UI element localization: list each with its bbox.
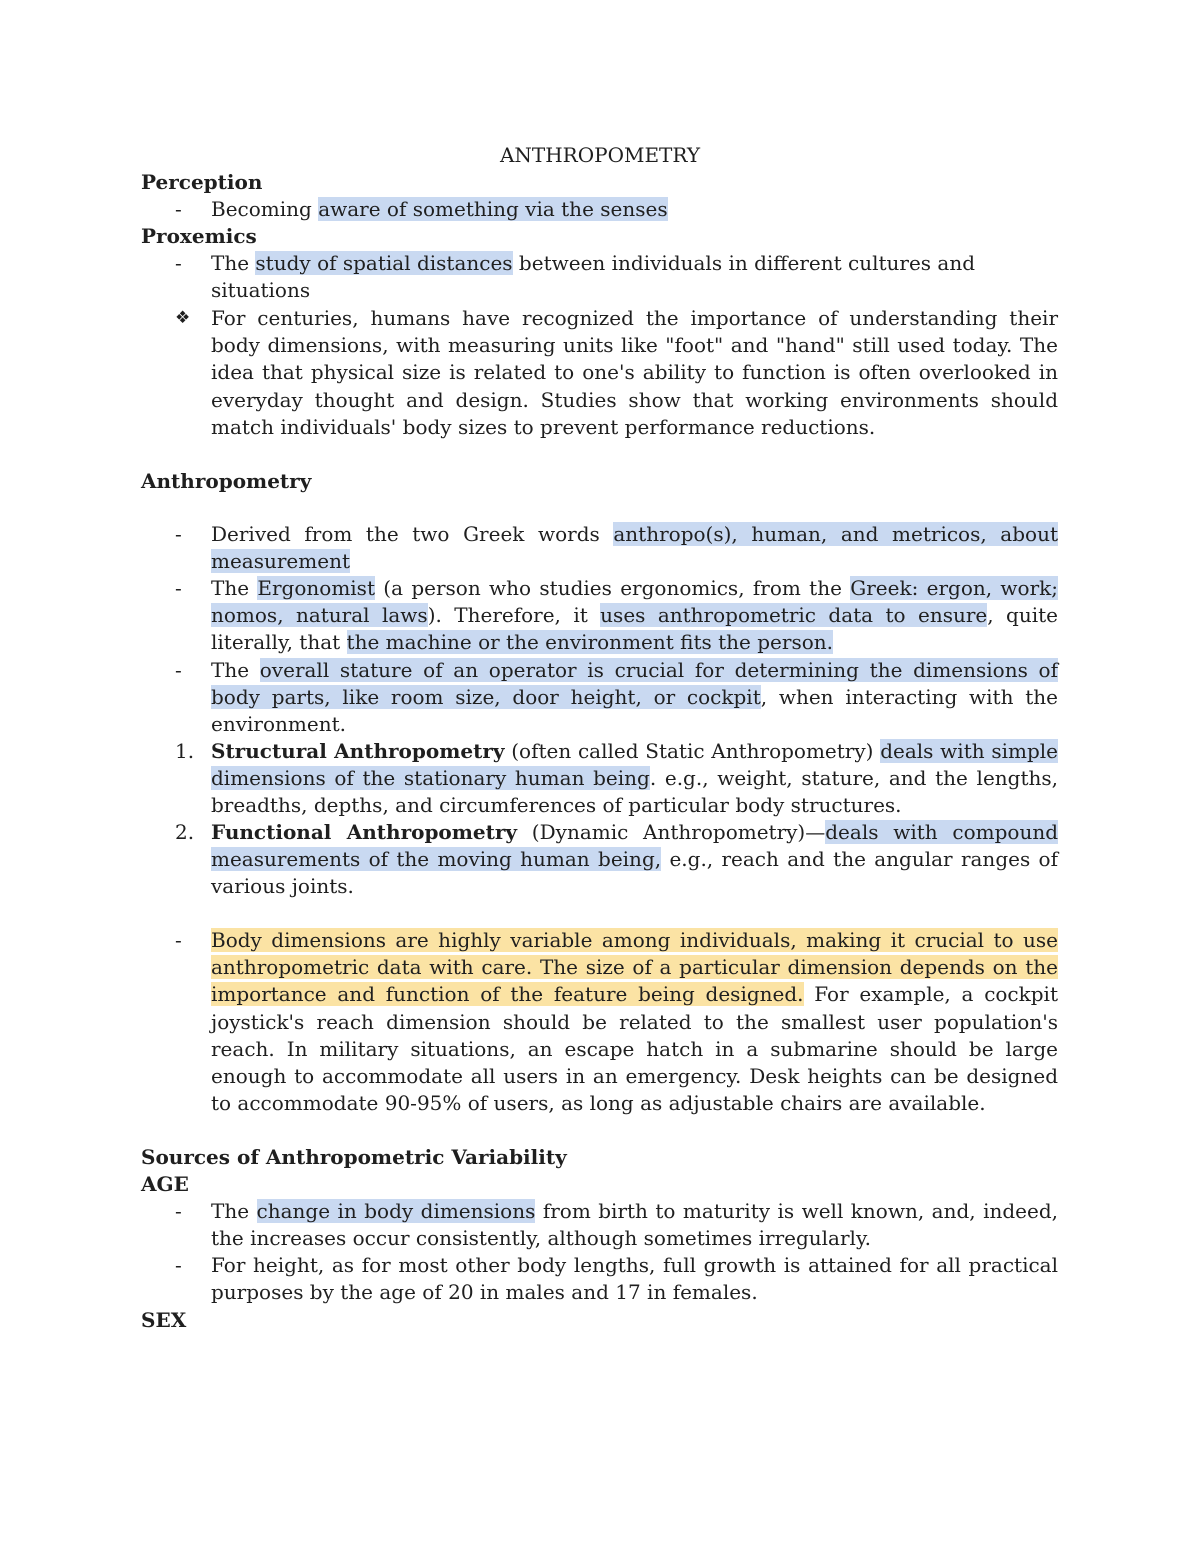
list-item-text: [211, 819, 1058, 901]
list-item-text: [211, 575, 1058, 657]
list-item-text: [211, 196, 1058, 223]
numbered-item-2: [141, 819, 1058, 901]
highlighted-text: deals with simple dimensions of the stationary human being: [211, 739, 1059, 791]
highlighted-text: Ergonomist: [257, 576, 375, 600]
text-run: , quite literally, that: [211, 603, 1058, 655]
dash-marker: -: [175, 522, 182, 546]
highlighted-text: change in body dimensions: [256, 1199, 536, 1223]
text-run: Derived from the two Greek words: [211, 522, 614, 546]
list-item-text: [211, 250, 1058, 304]
heading-sources: Sources of Anthropometric Variability: [141, 1145, 567, 1169]
highlighted-text: study of spatial distances: [255, 251, 513, 275]
heading-sex: SEX: [141, 1308, 187, 1332]
text-run: from birth to maturity is well known, and, indeed, the increases occur consistently, although sometimes irregularly.: [211, 1199, 1058, 1251]
list-item-anthropometry-3: [141, 657, 1058, 739]
text-run: ). Therefore, it: [427, 603, 601, 628]
list-number: 2.: [175, 820, 195, 844]
text-run: between individuals in different cultures and situations: [211, 251, 976, 303]
list-item-text: [211, 657, 1058, 739]
text-run: (often called Static Anthropometry): [504, 739, 881, 763]
highlighted-text: aware of something via the senses: [318, 197, 668, 221]
dash-marker: -: [175, 1199, 182, 1223]
list-number: 1.: [175, 739, 195, 763]
dash-marker: -: [175, 197, 182, 221]
list-item-age-2: [141, 1252, 1058, 1306]
text-run: The: [211, 251, 256, 275]
dash-marker: -: [175, 658, 182, 682]
dash-marker: -: [175, 928, 182, 952]
dash-marker: -: [175, 576, 182, 600]
list-item-text: [211, 738, 1058, 820]
text-run: (Dynamic Anthropometry)—: [517, 820, 826, 844]
list-item-text: [211, 927, 1058, 1117]
bold-term: Structural Anthropometry: [211, 739, 505, 763]
dash-marker: -: [175, 1253, 182, 1277]
heading-age: AGE: [141, 1172, 189, 1196]
text-run: The: [211, 1199, 257, 1223]
list-item-text: [211, 1252, 1058, 1306]
text-run: e.g., reach and the angular ranges of various joints.: [211, 847, 1058, 899]
highlighted-text: anthropo(s), human, and metricos, about measurement: [211, 522, 1058, 574]
highlighted-text: overall stature of an operator is crucial for determining the dimensions of body parts, like room size, door height, or cockpit: [211, 658, 1058, 710]
heading-proxemics: Proxemics: [141, 224, 257, 248]
list-item-text: [211, 521, 1058, 575]
heading-anthropometry: Anthropometry: [141, 469, 312, 493]
text-run: For example, a cockpit joystick's reach dimension should be related to the smallest user population's reach. In military situations, an escape hatch in a submarine should be large enough to accommodate all users in an emergency. Desk heights can be designed to accommodate 90-95% of users, as long as adjustable chairs are available.: [211, 982, 1058, 1116]
list-item-anthropometry-2: [141, 575, 1058, 657]
text-run: The: [211, 658, 260, 682]
highlighted-text: Greek: ergon, work; nomos, natural laws: [211, 576, 1059, 628]
highlighted-text: the machine or the environment fits the person.: [346, 630, 833, 655]
list-item-proxemics: [141, 250, 1058, 304]
diamond-bullet-icon: ❖: [175, 308, 191, 328]
list-item-variability: [141, 927, 1058, 1117]
dash-marker: -: [175, 251, 182, 275]
diamond-bullet-paragraph: [141, 305, 1058, 441]
text-run: (a person who studies ergonomics, from the: [374, 576, 851, 600]
highlighted-text: uses anthropometric data to ensure: [600, 603, 988, 628]
highlighted-text: deals with compound measurements of the moving human being,: [211, 820, 1059, 872]
text-run: For height, as for most other body lengths, full growth is attained for all practical purposes by the age of 20 in males and 17 in females.: [211, 1253, 1058, 1305]
highlighted-text: Body dimensions are highly variable among individuals, making it crucial to use anthropometric data with care. The size of a particular dimension depends on the importance and function of the feature being designed.: [211, 928, 1058, 1007]
list-item-perception: [141, 196, 1058, 223]
paragraph-text: For centuries, humans have recognized the importance of understanding their body dimensions, with measuring units like "foot" and "hand" still used today. The idea that physical size is related to one's ability to function is often overlooked in everyday thought and design. Studies show that working environments should match individuals' body sizes to prevent performance reductions.: [211, 306, 1058, 439]
text-run: The: [211, 576, 258, 600]
list-item-anthropometry-1: [141, 521, 1058, 575]
list-item-text: [211, 1198, 1058, 1252]
text-run: Becoming: [211, 197, 319, 221]
text-run: . e.g., weight, stature, and the lengths, breadths, depths, and circumferences of particular body structures.: [211, 766, 1059, 818]
heading-perception: Perception: [141, 170, 263, 194]
bold-term: Functional Anthropometry: [211, 820, 518, 844]
list-item-age-1: [141, 1198, 1058, 1252]
page-title: ANTHROPOMETRY: [499, 143, 701, 167]
text-run: , when interacting with the environment.: [211, 685, 1058, 737]
numbered-item-1: [141, 738, 1058, 820]
